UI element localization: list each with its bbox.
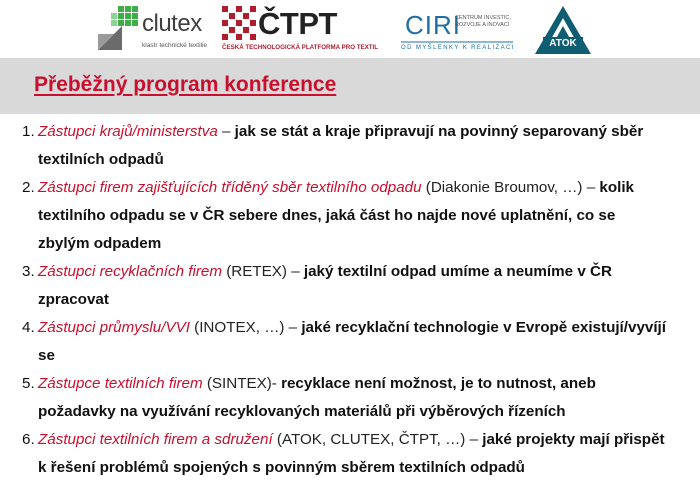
item-number: 5. — [22, 375, 35, 392]
logo-bar — [0, 0, 700, 58]
clutex-logo — [96, 4, 208, 54]
item-separator: – — [284, 319, 302, 336]
item-number: 6. — [22, 431, 35, 448]
ctpt-wordmark: ČTPT — [258, 6, 337, 41]
atok-wordmark: ATOK — [549, 38, 577, 49]
title-band — [0, 58, 700, 114]
item-separator: – — [217, 123, 235, 140]
program-item-5 — [0, 370, 700, 426]
atok-mark-icon — [533, 4, 593, 56]
ctpt-subtitle: ČESKÁ TECHNOLOGICKÁ PLATFORMA PRO TEXTIL — [222, 44, 379, 51]
item-separator: – — [286, 263, 304, 280]
item-topic: jaký textilní odpad umíme a neumíme v ČR zpracovat — [38, 263, 612, 308]
item-separator: – — [465, 431, 483, 448]
program-item-4 — [0, 314, 700, 370]
item-speaker: Zástupci krajů/ministerstva — [38, 123, 218, 140]
item-separator: - — [271, 375, 282, 392]
page-title: Přeběžný program konference — [34, 73, 337, 96]
item-speaker: Zástupci průmyslu/VVI — [38, 319, 190, 336]
item-speaker: Zástupci firem zajišťujících tříděný sběr textilního odpadu — [38, 179, 422, 196]
program-item-1 — [0, 118, 700, 174]
item-topic: kolik textilního odpadu se v ČR sebere dnes, jaká část ho najde nové uplatnění, co se zbylým odpadem — [38, 179, 634, 252]
clutex-mark-icon — [96, 4, 140, 52]
ciri-tagline: OD MYŠLENKY K REALIZACI — [401, 45, 515, 51]
ciri-divider — [401, 40, 513, 44]
ctpt-logo — [222, 4, 379, 54]
clutex-subtitle: klastr technické textilie — [142, 42, 208, 49]
item-number: 4. — [22, 319, 35, 336]
item-separator: – — [582, 179, 600, 196]
item-topic: jaké projekty mají přispět k řešení problémů spojených s povinným sběrem textilních odpadů — [38, 431, 665, 476]
ciri-logo — [397, 4, 515, 54]
atok-logo — [533, 4, 593, 56]
item-number: 3. — [22, 263, 35, 280]
item-number: 1. — [22, 123, 35, 140]
item-detail: (SINTEX) — [202, 375, 272, 392]
item-detail: (Diakonie Broumov, …) — [421, 179, 583, 196]
item-speaker: Zástupce textilních firem — [38, 375, 203, 392]
item-speaker: Zástupci recyklačních firem — [38, 263, 222, 280]
item-speaker: Zástupci textilních firem a sdružení — [38, 431, 273, 448]
item-detail: (ATOK, CLUTEX, ČTPT, …) — [272, 431, 466, 448]
program-item-6 — [0, 426, 700, 482]
clutex-wordmark: clutex — [142, 10, 202, 37]
item-topic: jaké recyklační technologie v Evropě existují/vyvíjí se — [38, 319, 666, 364]
item-topic: recyklace není možnost, je to nutnost, aneb požadavky na využívání recyklovaných materiálů při výběrových řízeních — [38, 375, 596, 420]
item-topic: jak se stát a kraje připravují na povinný separovaný sběr textilních odpadů — [38, 123, 644, 168]
item-detail: (RETEX) — [222, 263, 287, 280]
program-item-3 — [0, 258, 700, 314]
ctpt-mark-icon — [222, 6, 256, 42]
item-detail: (INOTEX, …) — [189, 319, 285, 336]
program-item-2 — [0, 174, 700, 258]
ciri-subtitle: CENTRUM INVESTIC, ROZVOJE A INOVACÍ — [455, 15, 511, 28]
program-list — [0, 118, 700, 482]
ciri-wordmark: CIRI — [405, 10, 461, 40]
item-number: 2. — [22, 179, 35, 196]
